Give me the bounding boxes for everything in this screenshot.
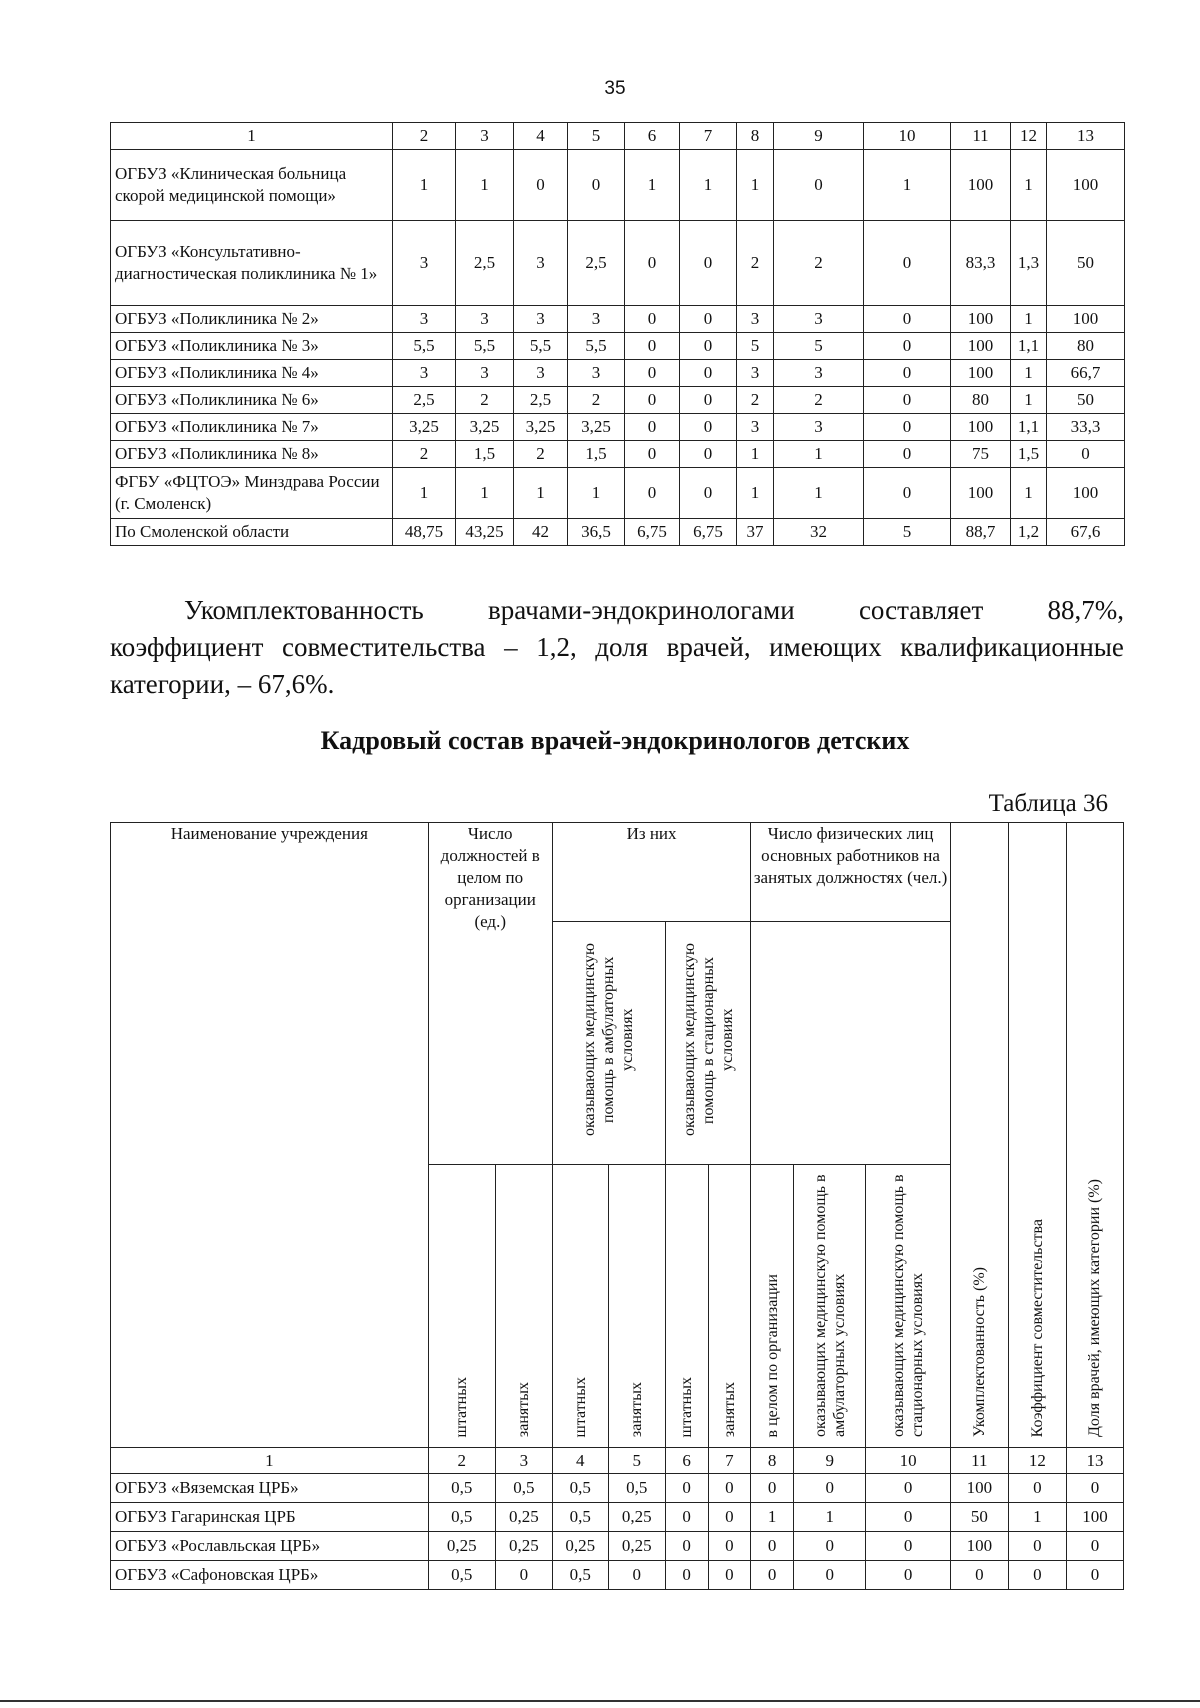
table-cell: 0 bbox=[625, 360, 680, 387]
table-cell: 0 bbox=[864, 414, 951, 441]
column-number: 10 bbox=[866, 1448, 951, 1474]
table-cell: 3,25 bbox=[568, 414, 625, 441]
table-cell: 3 bbox=[393, 221, 456, 306]
table-cell: 1,5 bbox=[456, 441, 514, 468]
column-number-row bbox=[111, 1448, 1124, 1474]
header-persons-ambulatory: оказывающих медицинскую помощь в амбулаторных условиях bbox=[794, 1165, 866, 1448]
paragraph-word: 1,2, bbox=[536, 632, 577, 662]
table-cell: 0 bbox=[680, 333, 737, 360]
table-cell: 2,5 bbox=[456, 221, 514, 306]
table-cell: 3 bbox=[456, 306, 514, 333]
column-number: 13 bbox=[1047, 123, 1125, 150]
header-occupied-1: занятых bbox=[495, 1165, 552, 1448]
table-cell: 0,25 bbox=[608, 1503, 665, 1532]
header-occupied-2: занятых bbox=[608, 1165, 665, 1448]
table-cell: 3 bbox=[393, 306, 456, 333]
paragraph-line-1 bbox=[110, 592, 1124, 629]
paragraph-word: 88,7%, bbox=[1047, 595, 1124, 625]
table-cell: 3 bbox=[737, 360, 774, 387]
table-cell: 3 bbox=[774, 414, 864, 441]
institution-name: ОГБУЗ «Сафоновская ЦРБ» bbox=[111, 1561, 429, 1590]
table-cell: 3,25 bbox=[514, 414, 568, 441]
table-cell: 0 bbox=[625, 333, 680, 360]
header-positions: Число должностей в целом по организации (ед.) bbox=[428, 823, 552, 1165]
table-cell: 0 bbox=[665, 1474, 708, 1503]
table-cell: 1 bbox=[456, 468, 514, 519]
paragraph-word: доля bbox=[595, 632, 649, 662]
table-cell: 1 bbox=[774, 441, 864, 468]
table-cell: 1 bbox=[1011, 360, 1047, 387]
table-cell: 1 bbox=[680, 150, 737, 221]
table-cell: 100 bbox=[951, 333, 1011, 360]
table-cell: 0 bbox=[495, 1561, 552, 1590]
table-cell: 0 bbox=[568, 150, 625, 221]
column-number: 9 bbox=[794, 1448, 866, 1474]
table-cell: 5 bbox=[737, 333, 774, 360]
table-cell: 0 bbox=[680, 414, 737, 441]
table-cell: 3 bbox=[456, 360, 514, 387]
table-cell: 2 bbox=[774, 387, 864, 414]
column-number: 6 bbox=[665, 1448, 708, 1474]
table-cell: 0 bbox=[751, 1532, 794, 1561]
header-physical-persons: Число физических лиц основных работников на занятых должностях (чел.) bbox=[751, 823, 951, 922]
table-cell: 0 bbox=[864, 221, 951, 306]
table-cell: 0 bbox=[794, 1532, 866, 1561]
table-row bbox=[111, 1474, 1124, 1503]
paragraph-word: имеющих bbox=[769, 632, 882, 662]
institution-name: ОГБУЗ «Консультативно-диагностическая поликлиника № 1» bbox=[111, 221, 393, 306]
table-cell: 0 bbox=[774, 150, 864, 221]
table-cell: 1 bbox=[1008, 1503, 1066, 1532]
table-cell: 1 bbox=[737, 468, 774, 519]
header-institution: Наименование учреждения bbox=[111, 823, 429, 1448]
table-cell: 0 bbox=[866, 1474, 951, 1503]
table-cell: 43,25 bbox=[456, 519, 514, 546]
institution-name: ОГБУЗ «Поликлиника № 6» bbox=[111, 387, 393, 414]
table-cell: 36,5 bbox=[568, 519, 625, 546]
table-cell: 5,5 bbox=[514, 333, 568, 360]
table-cell: 3 bbox=[568, 306, 625, 333]
table-cell: 0 bbox=[751, 1474, 794, 1503]
table-cell: 0,25 bbox=[552, 1532, 608, 1561]
table-cell: 1 bbox=[864, 150, 951, 221]
table-cell: 83,3 bbox=[951, 221, 1011, 306]
column-number: 1 bbox=[111, 1448, 429, 1474]
table-row bbox=[111, 1532, 1124, 1561]
header-org-total: в целом по организации bbox=[751, 1165, 794, 1448]
table-cell: 0,5 bbox=[428, 1503, 495, 1532]
institution-name: ОГБУЗ «Поликлиника № 8» bbox=[111, 441, 393, 468]
table-cell: 5,5 bbox=[393, 333, 456, 360]
institution-name: ОГБУЗ «Рославльская ЦРБ» bbox=[111, 1532, 429, 1561]
table-cell: 3 bbox=[393, 360, 456, 387]
column-number: 12 bbox=[1008, 1448, 1066, 1474]
table-cell: 0,5 bbox=[495, 1474, 552, 1503]
table-cell: 100 bbox=[1047, 468, 1125, 519]
table-cell: 0,25 bbox=[428, 1532, 495, 1561]
table-cell: 0 bbox=[680, 441, 737, 468]
table-cell: 2 bbox=[514, 441, 568, 468]
column-number: 3 bbox=[495, 1448, 552, 1474]
table-cell: 37 bbox=[737, 519, 774, 546]
table-cell: 0 bbox=[625, 387, 680, 414]
table-cell: 80 bbox=[951, 387, 1011, 414]
table-cell: 1,2 bbox=[1011, 519, 1047, 546]
table-cell: 2 bbox=[737, 387, 774, 414]
table-cell: 0 bbox=[680, 468, 737, 519]
table-cell: 0 bbox=[864, 306, 951, 333]
institution-name: ОГБУЗ «Клиническая больница скорой медицинской помощи» bbox=[111, 150, 393, 221]
table-cell: 2 bbox=[456, 387, 514, 414]
header-persons-inpatient: оказывающих медицинскую помощь в стационарных условиях bbox=[866, 1165, 951, 1448]
table-cell: 3 bbox=[514, 360, 568, 387]
paragraph-word: составляет bbox=[858, 595, 984, 625]
table-cell: 0,5 bbox=[552, 1503, 608, 1532]
column-number: 3 bbox=[456, 123, 514, 150]
table-cell: 0 bbox=[1008, 1561, 1066, 1590]
paragraph-word: квалификационные bbox=[900, 632, 1124, 662]
table-cell: 1 bbox=[625, 150, 680, 221]
institution-name: ОГБУЗ «Поликлиника № 7» bbox=[111, 414, 393, 441]
table-cell: 3,25 bbox=[456, 414, 514, 441]
paragraph-word: врачами-эндокринологами bbox=[487, 595, 795, 625]
table-cell: 0 bbox=[625, 441, 680, 468]
table-cell: 0 bbox=[1047, 441, 1125, 468]
table-cell: 0,25 bbox=[608, 1532, 665, 1561]
table-row bbox=[111, 333, 1125, 360]
paragraph-word: Укомплектованность bbox=[184, 595, 424, 625]
column-number: 9 bbox=[774, 123, 864, 150]
table-cell: 0 bbox=[608, 1561, 665, 1590]
column-number-row bbox=[111, 123, 1125, 150]
table-cell: 0 bbox=[864, 360, 951, 387]
table-cell: 0,5 bbox=[552, 1561, 608, 1590]
table-cell: 100 bbox=[950, 1532, 1008, 1561]
table-cell: 1 bbox=[774, 468, 864, 519]
pediatric-endocrinologists-table bbox=[110, 822, 1124, 1590]
paragraph-word: врачей, bbox=[666, 632, 751, 662]
table-cell: 75 bbox=[951, 441, 1011, 468]
table-cell: 0 bbox=[665, 1561, 708, 1590]
institution-name: ОГБУЗ «Поликлиника № 2» bbox=[111, 306, 393, 333]
table-cell: 1 bbox=[1011, 468, 1047, 519]
table-cell: 0 bbox=[708, 1532, 751, 1561]
table-cell: 0 bbox=[680, 306, 737, 333]
table-cell: 100 bbox=[951, 150, 1011, 221]
column-number: 13 bbox=[1066, 1448, 1123, 1474]
table-cell: 0,25 bbox=[495, 1503, 552, 1532]
column-number: 2 bbox=[393, 123, 456, 150]
institution-name: ОГБУЗ «Поликлиника № 4» bbox=[111, 360, 393, 387]
table-cell: 0,5 bbox=[428, 1561, 495, 1590]
paragraph-word: совместительства bbox=[282, 632, 486, 662]
table-cell: 48,75 bbox=[393, 519, 456, 546]
table-cell: 1 bbox=[1011, 306, 1047, 333]
column-number: 1 bbox=[111, 123, 393, 150]
table-cell: 0 bbox=[864, 441, 951, 468]
table-cell: 0 bbox=[625, 468, 680, 519]
table-cell: 0 bbox=[514, 150, 568, 221]
table-cell: 0,5 bbox=[428, 1474, 495, 1503]
table-cell: 0 bbox=[864, 333, 951, 360]
table-cell: 1 bbox=[393, 468, 456, 519]
table-row bbox=[111, 441, 1125, 468]
table-cell: 100 bbox=[951, 306, 1011, 333]
column-number: 7 bbox=[708, 1448, 751, 1474]
header-staff-2: штатных bbox=[552, 1165, 608, 1448]
column-number: 5 bbox=[568, 123, 625, 150]
column-number: 6 bbox=[625, 123, 680, 150]
table-cell: 3 bbox=[514, 306, 568, 333]
table-cell: 33,3 bbox=[1047, 414, 1125, 441]
table-cell: 0 bbox=[866, 1532, 951, 1561]
institution-name: По Смоленской области bbox=[111, 519, 393, 546]
table-cell: 88,7 bbox=[951, 519, 1011, 546]
table-cell: 2 bbox=[737, 221, 774, 306]
table-cell: 80 bbox=[1047, 333, 1125, 360]
table-cell: 0 bbox=[1008, 1474, 1066, 1503]
table-cell: 2 bbox=[393, 441, 456, 468]
table-cell: 100 bbox=[1047, 306, 1125, 333]
table-cell: 50 bbox=[1047, 387, 1125, 414]
column-number: 7 bbox=[680, 123, 737, 150]
institution-name: ОГБУЗ «Поликлиника № 3» bbox=[111, 333, 393, 360]
table-cell: 100 bbox=[951, 360, 1011, 387]
table-cell: 100 bbox=[950, 1474, 1008, 1503]
table-cell: 0 bbox=[625, 221, 680, 306]
table-cell: 0 bbox=[680, 221, 737, 306]
header-of-them: Из них bbox=[552, 823, 750, 922]
table-cell: 0 bbox=[866, 1561, 951, 1590]
header-staff-1: штатных bbox=[428, 1165, 495, 1448]
column-number: 4 bbox=[514, 123, 568, 150]
table-cell: 0,5 bbox=[608, 1474, 665, 1503]
table-cell: 0 bbox=[708, 1561, 751, 1590]
table-cell: 0 bbox=[680, 387, 737, 414]
summary-paragraph bbox=[110, 592, 1124, 703]
table-row bbox=[111, 387, 1125, 414]
table-cell: 50 bbox=[950, 1503, 1008, 1532]
table-cell: 100 bbox=[951, 414, 1011, 441]
table-cell: 0 bbox=[1008, 1532, 1066, 1561]
table-cell: 0 bbox=[864, 387, 951, 414]
table-cell: 0 bbox=[665, 1503, 708, 1532]
header-inpatient: оказывающих медицинскую помощь в стационарных условиях bbox=[665, 922, 751, 1165]
column-number: 10 bbox=[864, 123, 951, 150]
column-number: 5 bbox=[608, 1448, 665, 1474]
header-occupied-3: занятых bbox=[708, 1165, 751, 1448]
table-cell: 6,75 bbox=[680, 519, 737, 546]
table-cell: 3 bbox=[774, 306, 864, 333]
table-cell: 2,5 bbox=[393, 387, 456, 414]
table-cell: 1 bbox=[456, 150, 514, 221]
table-cell: 1,1 bbox=[1011, 414, 1047, 441]
table-cell: 2,5 bbox=[568, 221, 625, 306]
column-number: 8 bbox=[751, 1448, 794, 1474]
table-cell: 5,5 bbox=[456, 333, 514, 360]
header-ambulatory: оказывающих медицинскую помощь в амбулаторных условиях bbox=[552, 922, 665, 1165]
paragraph-line-2 bbox=[110, 629, 1124, 666]
table-row bbox=[111, 150, 1125, 221]
table-row bbox=[111, 468, 1125, 519]
table-cell: 3,25 bbox=[393, 414, 456, 441]
table-cell: 1,1 bbox=[1011, 333, 1047, 360]
column-number: 8 bbox=[737, 123, 774, 150]
table-cell: 100 bbox=[1047, 150, 1125, 221]
table-cell: 1 bbox=[751, 1503, 794, 1532]
table-cell: 5 bbox=[864, 519, 951, 546]
institution-name: ОГБУЗ «Вяземская ЦРБ» bbox=[111, 1474, 429, 1503]
section-heading: Кадровый состав врачей-эндокринологов детских bbox=[320, 726, 910, 755]
table-cell: 3 bbox=[514, 221, 568, 306]
table-cell: 0,5 bbox=[552, 1474, 608, 1503]
table-row bbox=[111, 1561, 1124, 1590]
table-row bbox=[111, 306, 1125, 333]
table-cell: 3 bbox=[568, 360, 625, 387]
staffing-table-continued bbox=[110, 122, 1125, 546]
table-cell: 0 bbox=[950, 1561, 1008, 1590]
table-cell: 1,3 bbox=[1011, 221, 1047, 306]
table-cell: 1 bbox=[393, 150, 456, 221]
table-cell: 1,5 bbox=[568, 441, 625, 468]
header-staff-3: штатных bbox=[665, 1165, 708, 1448]
column-number: 12 bbox=[1011, 123, 1047, 150]
table-row bbox=[111, 1503, 1124, 1532]
table-cell: 0 bbox=[794, 1561, 866, 1590]
table-cell: 1,5 bbox=[1011, 441, 1047, 468]
column-number: 11 bbox=[950, 1448, 1008, 1474]
table-cell: 100 bbox=[951, 468, 1011, 519]
table-row bbox=[111, 360, 1125, 387]
table-cell: 2 bbox=[568, 387, 625, 414]
table-cell: 0,25 bbox=[495, 1532, 552, 1561]
page-number: 35 bbox=[604, 78, 626, 99]
table-cell: 0 bbox=[625, 414, 680, 441]
table-cell: 0 bbox=[866, 1503, 951, 1532]
table-cell: 3 bbox=[737, 306, 774, 333]
table-cell: 5 bbox=[774, 333, 864, 360]
table-cell: 1 bbox=[1011, 387, 1047, 414]
table-cell: 3 bbox=[737, 414, 774, 441]
table-cell: 1 bbox=[794, 1503, 866, 1532]
paragraph-line-3: категории, – 67,6%. bbox=[110, 669, 335, 699]
table-cell: 0 bbox=[794, 1474, 866, 1503]
table-cell: 0 bbox=[1066, 1532, 1123, 1561]
column-number: 11 bbox=[951, 123, 1011, 150]
column-number: 2 bbox=[428, 1448, 495, 1474]
header-staffing: Укомплектованность (%) bbox=[950, 823, 1008, 1448]
table-cell: 1 bbox=[737, 150, 774, 221]
institution-name: ОГБУЗ Гагаринская ЦРБ bbox=[111, 1503, 429, 1532]
table-cell: 1 bbox=[514, 468, 568, 519]
table-cell: 0 bbox=[708, 1474, 751, 1503]
table-row bbox=[111, 519, 1125, 546]
table-cell: 42 bbox=[514, 519, 568, 546]
table-cell: 2 bbox=[774, 221, 864, 306]
header-category-share: Доля врачей, имеющих категории (%) bbox=[1066, 823, 1123, 1448]
institution-name: ФГБУ «ФЦТОЭ» Минздрава России (г. Смоленск) bbox=[111, 468, 393, 519]
table-cell: 0 bbox=[1066, 1474, 1123, 1503]
table-cell: 66,7 bbox=[1047, 360, 1125, 387]
header-physical-persons-blank bbox=[751, 922, 951, 1165]
table-cell: 1 bbox=[737, 441, 774, 468]
table-cell: 2,5 bbox=[514, 387, 568, 414]
table-cell: 3 bbox=[774, 360, 864, 387]
page-bottom-rule bbox=[0, 1700, 1200, 1702]
table-cell: 67,6 bbox=[1047, 519, 1125, 546]
table-cell: 0 bbox=[1066, 1561, 1123, 1590]
column-number: 4 bbox=[552, 1448, 608, 1474]
header-coefficient: Коэффициент совместительства bbox=[1008, 823, 1066, 1448]
table-cell: 0 bbox=[625, 306, 680, 333]
table-row bbox=[111, 221, 1125, 306]
table-cell: 0 bbox=[864, 468, 951, 519]
table-cell: 0 bbox=[680, 360, 737, 387]
table-cell: 0 bbox=[708, 1503, 751, 1532]
table-cell: 100 bbox=[1066, 1503, 1123, 1532]
table-cell: 1 bbox=[568, 468, 625, 519]
table-row bbox=[111, 414, 1125, 441]
paragraph-word: – bbox=[504, 632, 518, 662]
table-cell: 0 bbox=[665, 1532, 708, 1561]
paragraph-word: коэффициент bbox=[110, 632, 264, 662]
table-cell: 1 bbox=[1011, 150, 1047, 221]
table-cell: 0 bbox=[751, 1561, 794, 1590]
table-cell: 50 bbox=[1047, 221, 1125, 306]
table-cell: 5,5 bbox=[568, 333, 625, 360]
table-caption: Таблица 36 bbox=[988, 790, 1108, 817]
table-cell: 32 bbox=[774, 519, 864, 546]
table-cell: 6,75 bbox=[625, 519, 680, 546]
